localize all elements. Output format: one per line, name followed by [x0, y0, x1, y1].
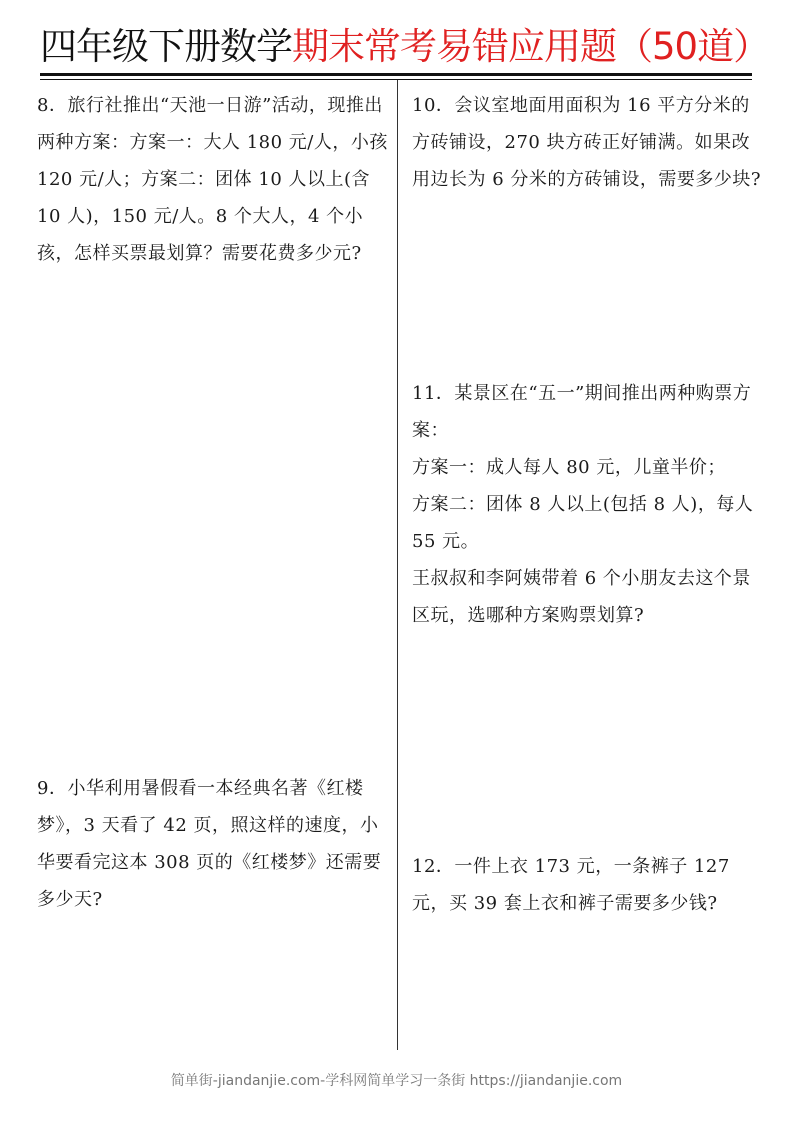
question-8-text: 8．旅行社推出“天池一日游”活动，现推出两种方案：方案一：大人 180 元/人，小孩 120 元/人；方案二：团体 10 人以上(含 10 人)，150 元/人。8 个大人，4 个小孩，怎样买票最划算？需要花费多少元?	[37, 95, 388, 264]
question-12	[412, 848, 762, 922]
question-9	[37, 770, 389, 918]
question-10-text: 10．会议室地面用面积为 16 平方分米的方砖铺设，270 块方砖正好铺满。如果改用边长为 6 分米的方砖铺设，需要多少块?	[412, 95, 762, 190]
question-11-intro: 11．某景区在“五一”期间推出两种购票方案：	[412, 383, 752, 441]
question-11	[412, 375, 762, 634]
question-8	[37, 87, 389, 272]
question-11-question: 王叔叔和李阿姨带着 6 个小朋友去这个景区玩，选哪种方案购票划算?	[412, 568, 751, 626]
title-underline-thin	[40, 79, 752, 80]
question-11-plan-1: 方案一：成人每人 80 元，儿童半价；	[412, 457, 726, 478]
page-footer: 简单街-jiandanjie.com-学科网简单学习一条街 https://jiandanjie.com	[170, 1073, 623, 1089]
title-black-part: 四年级下册数学	[40, 25, 292, 68]
title-red-part: 期末常考易错应用题（50道）	[292, 25, 770, 68]
question-11-plan-2: 方案二：团体 8 人以上(包括 8 人)，每人 55 元。	[412, 494, 754, 552]
title-underline-thick	[40, 73, 752, 76]
page-title	[40, 22, 770, 72]
column-divider	[397, 80, 398, 1050]
question-12-text: 12．一件上衣 173 元，一条裤子 127 元，买 39 套上衣和裤子需要多少钱?	[412, 856, 730, 914]
question-10	[412, 87, 762, 198]
question-9-text: 9．小华利用暑假看一本经典名著《红楼梦》，3 天看了 42 页，照这样的速度，小华要看完这本 308 页的《红楼梦》还需要多少天?	[37, 778, 382, 910]
